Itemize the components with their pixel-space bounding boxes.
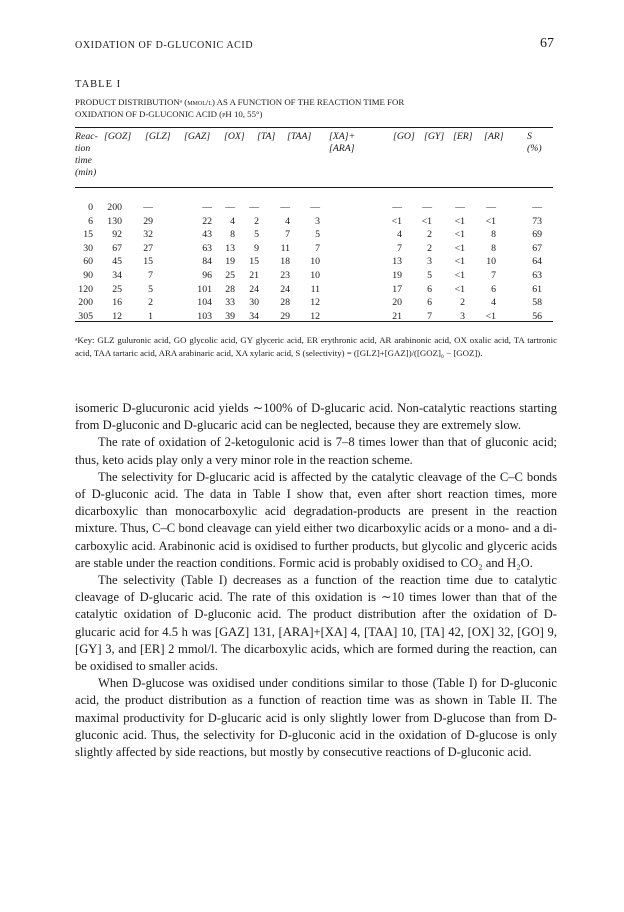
table-column-header: [GOZ] (104, 131, 132, 142)
table-cell: — (310, 202, 320, 213)
table-cell: 45 (112, 256, 122, 268)
table-cell: <1 (454, 256, 465, 268)
table-cell: 63 (532, 270, 542, 281)
table-cell: 61 (532, 283, 542, 295)
body-text (75, 400, 557, 761)
table-cell: <1 (485, 310, 496, 322)
table-cell: 101 (197, 283, 212, 295)
table-column-header: [OX] (224, 131, 245, 142)
table-cell: 2 (148, 297, 153, 309)
table-cell: — (486, 202, 496, 213)
table-cell: 7 (397, 242, 402, 254)
table-cell: 17 (392, 283, 402, 295)
table-cell: 19 (392, 270, 402, 281)
table-cell: 43 (202, 229, 212, 241)
table-column-header: [XA]+ (329, 131, 356, 142)
paragraph: When D-glucose was oxidised under conditions similar to those (Table I) for D-gluconic acid, the product distribution as a function of reaction time was as shown in Table II. The maximal productivity for D-glucaric acid is only slightly lower from D-glucose than from D-gluconic acid. Thus, the selectivity for D-gluconic acid in the oxidation of D-glucose is only slightly affected by side reactions, but mostly by consecutive reactions of D-gluconic acid. (75, 676, 557, 760)
table-cell: 2 (460, 297, 465, 309)
table-cell: — (392, 202, 402, 213)
table-cell: 130 (107, 215, 122, 227)
table-cell: 18 (280, 256, 290, 268)
table-cell: 6 (491, 283, 496, 295)
table-cell: 25 (112, 283, 122, 295)
table-header-rule (75, 187, 553, 188)
table-cell: 103 (197, 310, 212, 322)
table-column-header: [AR] (484, 131, 504, 142)
table-column-header: tion (75, 143, 91, 154)
table-cell: 7 (491, 270, 496, 281)
table-cell: 4 (285, 215, 290, 227)
table-cell: 120 (78, 283, 93, 295)
table-cell: 92 (112, 229, 122, 241)
paragraph: The selectivity for D-glucaric acid is affected by the catalytic cleavage of the C–C bonds of D-gluconic acid. The data in Table I show that, even after short reaction times, more dicarboxylic than monocarboxylic acid degradation-products are present in the reaction mixture. Thus, C–C bond cleavage can yield either two dicarboxylic acids or a mono- and a di-carboxylic acid. Arabinonic acid is oxidised to further products, but glycolic and glyceric acids are stable under the reaction conditions. Formic acid is probably oxidised to CO₂ and H₂O. (75, 469, 557, 570)
table-cell: 4 (397, 229, 402, 241)
table-cell: 27 (143, 242, 153, 254)
table-cell: 64 (532, 256, 542, 268)
table-column-header: (min) (75, 167, 97, 178)
table-cell: 60 (83, 256, 93, 268)
table-cell: 67 (532, 242, 542, 254)
table-top-rule (75, 127, 553, 128)
paragraph: The rate of oxidation of 2-ketogulonic acid is 7–8 times lower than that of gluconic acid; thus, keto acids play only a very minor role in the reaction scheme. (75, 435, 557, 467)
table-cell: 28 (280, 297, 290, 309)
table-cell: 8 (491, 229, 496, 241)
table-cell: 4 (230, 215, 235, 227)
table-cell: 4 (491, 297, 496, 309)
table-cell: 16 (112, 297, 122, 309)
table-cell: 29 (143, 215, 153, 227)
table-cell: 12 (310, 310, 320, 322)
table-cell: 5 (254, 229, 259, 241)
table-column-header: S (527, 131, 532, 142)
table-cell: 58 (532, 297, 542, 309)
page-number: 67 (540, 36, 554, 51)
table-cell: 25 (225, 270, 235, 281)
table-cell: 2 (427, 242, 432, 254)
table-cell: 0 (88, 202, 93, 213)
table-cell: 8 (230, 229, 235, 241)
table-cell: 28 (225, 283, 235, 295)
table-cell: 33 (225, 297, 235, 309)
table-caption-line-2: OXIDATION OF D-GLUCONIC ACID (pH 10, 55°) (75, 109, 263, 119)
table-cell: 21 (392, 310, 402, 322)
table-cell: 6 (427, 297, 432, 309)
table-cell: 22 (202, 215, 212, 227)
table-cell: 3 (315, 215, 320, 227)
table-cell: 39 (225, 310, 235, 322)
table-cell: 13 (225, 242, 235, 254)
table-cell: 69 (532, 229, 542, 241)
table-cell: 1 (148, 310, 153, 322)
table-cell: 23 (280, 270, 290, 281)
table-cell: 5 (315, 229, 320, 241)
table-cell: 104 (197, 297, 212, 309)
table-cell: 63 (202, 242, 212, 254)
table-column-header: [GAZ] (184, 131, 211, 142)
table-cell: 6 (88, 215, 93, 227)
table-cell: 12 (310, 297, 320, 309)
table-cell: 24 (249, 283, 259, 295)
table-cell: <1 (454, 215, 465, 227)
table-cell: 200 (107, 202, 122, 213)
table-cell: 2 (254, 215, 259, 227)
table-cell: 5 (148, 283, 153, 295)
table-cell: 21 (249, 270, 259, 281)
table-cell: <1 (454, 242, 465, 254)
table-cell: 34 (249, 310, 259, 322)
table-cell: — (280, 202, 290, 213)
table-cell: 19 (225, 256, 235, 268)
table-cell: 5 (427, 270, 432, 281)
table-cell: 34 (112, 270, 122, 281)
table-cell: 2 (427, 229, 432, 241)
table-cell: 24 (280, 283, 290, 295)
table-cell: 10 (486, 256, 496, 268)
table-cell: — (225, 202, 235, 213)
table-cell: 15 (83, 229, 93, 241)
paragraph: The selectivity (Table I) decreases as a function of the reaction time due to catalytic cleavage of D-glucaric acid. The rate of this oxidation is ∼10 times lower than that of the catalytic oxidation of D-gluconic acid. The product distribution after the oxidation of D-glucaric acid for 4.5 h was [GAZ] 131, [ARA]+[XA] 4, [TAA] 10, [TA] 42, [OX] 32, [GO] 9, [GY] 3, and [ER] 2 mmol/l. The dicarboxylic acids, which are formed during the reaction, can be oxidised to smaller acids. (75, 573, 557, 674)
table-cell: 13 (392, 256, 402, 268)
table-cell: 12 (112, 310, 122, 322)
table-cell: 67 (112, 242, 122, 254)
table-cell: 90 (83, 270, 93, 281)
table-footnote: ᵃKey: GLZ guluronic acid, GO glycolic acid, GY glyceric acid, ER erythronic acid, AR arabinonic acid, OX oxalic acid, TA tartronic acid, TAA tartaric acid, ARA arabinaric acid, XA xylaric acid, S (selectivity) = ([GLZ]+[GAZ])/([GOZ]₀ − [GOZ]). (75, 335, 557, 358)
table-cell: 305 (78, 310, 93, 322)
table-cell: 7 (315, 242, 320, 254)
table-column-header: Reac- (75, 131, 98, 142)
table-cell: 9 (254, 242, 259, 254)
table-cell: 7 (148, 270, 153, 281)
table-column-header: [ER] (453, 131, 473, 142)
table-cell: 10 (310, 256, 320, 268)
table-cell: — (422, 202, 432, 213)
table-cell: 11 (310, 283, 320, 295)
table-caption (75, 96, 555, 120)
table-caption-line-1: PRODUCT DISTRIBUTIONᵃ (mmol/l) AS A FUNCTION OF THE REACTION TIME FOR (75, 97, 405, 107)
table-cell: <1 (454, 229, 465, 241)
table-cell: 30 (83, 242, 93, 254)
table-cell: 7 (285, 229, 290, 241)
table-cell: 15 (143, 256, 153, 268)
table-cell: <1 (485, 215, 496, 227)
table-cell: — (532, 202, 542, 213)
table-cell: 200 (78, 297, 93, 309)
table-cell: 29 (280, 310, 290, 322)
table-column-header: [GLZ] (145, 131, 171, 142)
table-cell: 3 (427, 256, 432, 268)
running-head: OXIDATION OF D-GLUCONIC ACID (75, 40, 254, 51)
table-column-header: [ARA] (329, 143, 355, 154)
table-cell: <1 (454, 283, 465, 295)
table-column-header: [GY] (424, 131, 445, 142)
table-column-header: [GO] (393, 131, 415, 142)
table-cell: 96 (202, 270, 212, 281)
paragraph: isomeric D-glucuronic acid yields ∼100% of D-glucaric acid. Non-catalytic reactions starting from D-gluconic and D-glucaric acid can be neglected, because they are extremely slow. (75, 401, 557, 433)
table-cell: 73 (532, 215, 542, 227)
table-cell: 15 (249, 256, 259, 268)
table-cell: 11 (280, 242, 290, 254)
table-cell: 30 (249, 297, 259, 309)
table-cell: 8 (491, 242, 496, 254)
table-cell: — (455, 202, 465, 213)
table-cell: 56 (532, 310, 542, 322)
table-cell: <1 (421, 215, 432, 227)
table-cell: 20 (392, 297, 402, 309)
table-label: TABLE I (75, 79, 122, 90)
table-cell: 6 (427, 283, 432, 295)
table-cell: 7 (427, 310, 432, 322)
table-column-header: [TAA] (287, 131, 312, 142)
table-cell: 10 (310, 270, 320, 281)
table-column-header: [TA] (257, 131, 276, 142)
table-column-header: (%) (527, 143, 542, 154)
table-cell: <1 (454, 270, 465, 281)
table-cell: 32 (143, 229, 153, 241)
table-cell: <1 (391, 215, 402, 227)
table-cell: 84 (202, 256, 212, 268)
table-cell: — (202, 202, 212, 213)
table-cell: — (143, 202, 153, 213)
table-cell: — (249, 202, 259, 213)
table-column-header: time (75, 155, 92, 166)
table-cell: 3 (460, 310, 465, 322)
